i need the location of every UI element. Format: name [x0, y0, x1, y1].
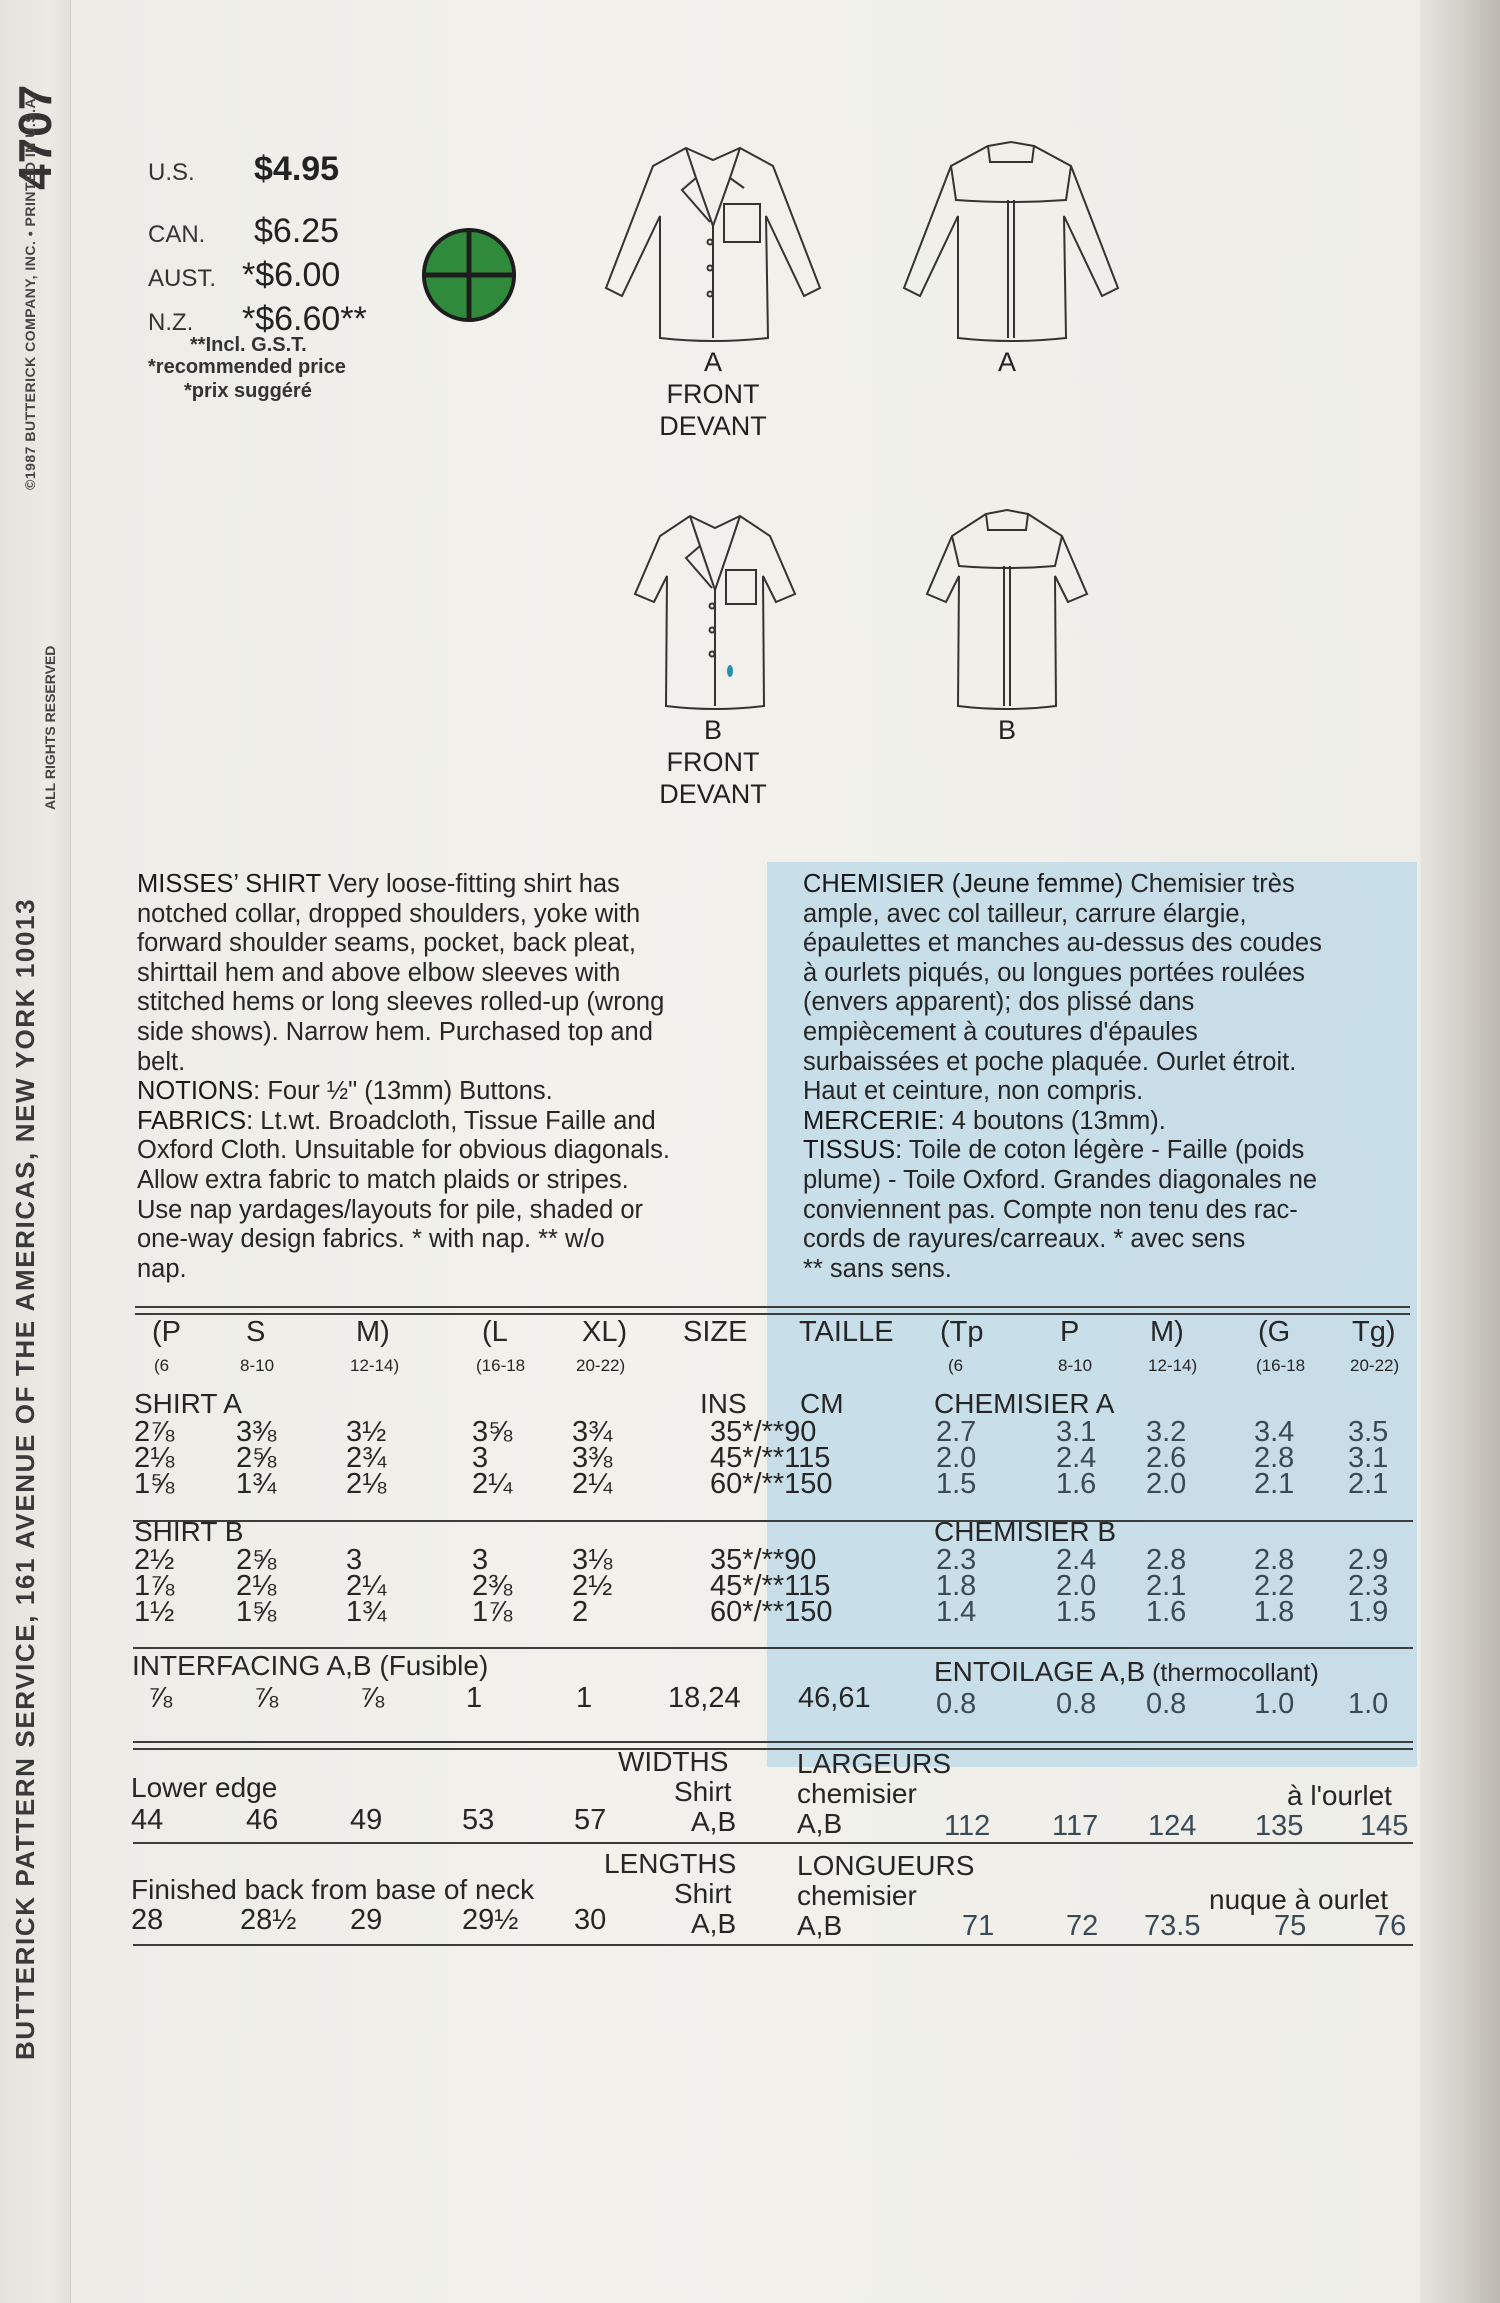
- description-text: Toile de coton légère - Faille (poids: [902, 1136, 1305, 1165]
- interfacing-width-in: 18,24: [668, 1682, 741, 1714]
- yardage-value: 2¼: [346, 1570, 387, 1602]
- description-heading: MERCERIE:: [803, 1106, 945, 1135]
- table-rule-interfacing-2: [133, 1748, 1413, 1750]
- size-range-fr: 20-22): [1350, 1356, 1400, 1375]
- view-label-a-front: [633, 346, 793, 442]
- description-text: épaulettes et manches au-dessus des coudes: [803, 929, 1322, 958]
- description-line: [137, 929, 747, 959]
- price-country: CAN.: [148, 221, 206, 248]
- view-letter: A: [997, 347, 1016, 377]
- interfacing-label-fr-main: ENTOILAGE A,B: [934, 1656, 1146, 1687]
- size-code-fr: M): [1150, 1316, 1184, 1348]
- section-label-en: SHIRT B: [134, 1516, 244, 1547]
- meter-value: 1.8: [1254, 1596, 1295, 1628]
- length-cm: 72: [1066, 1910, 1099, 1942]
- description-line: [803, 959, 1413, 989]
- description-text: cords de rayures/carreaux. * avec sens: [803, 1225, 1246, 1254]
- envelope-spine: [0, 0, 71, 2303]
- table-rule-a: [133, 1520, 1413, 1522]
- fabric-width: 35*/**90: [710, 1416, 817, 1448]
- section-label-fr: CHEMISIER B: [934, 1516, 1117, 1547]
- description-heading: TISSUS:: [803, 1136, 903, 1165]
- widths-label-en: Lower edge: [131, 1772, 278, 1803]
- meter-value: 2.2: [1254, 1570, 1295, 1602]
- widths-views-en: A,B: [691, 1806, 737, 1837]
- description-text: forward shoulder seams, pocket, back pleat,: [137, 929, 636, 958]
- interfacing-meters: 0.8: [1056, 1688, 1097, 1720]
- width-cm: 112: [944, 1810, 991, 1842]
- description-line: [803, 870, 1413, 900]
- meter-value: 3.2: [1146, 1416, 1187, 1448]
- publisher-address: BUTTERICK PATTERN SERVICE, 161 AVENUE OF THE AMERICAS, NEW YORK 10013: [10, 897, 40, 2060]
- meter-value: 1.4: [936, 1596, 977, 1628]
- shirt-a-back-sketch: [896, 138, 1126, 348]
- price-note-suggere: *prix suggéré: [184, 380, 312, 402]
- yardage-value: 3½: [346, 1416, 387, 1448]
- description-text: Oxford Cloth. Unsuitable for obvious diagonals.: [137, 1136, 670, 1165]
- size-range-fr: (6: [948, 1356, 964, 1375]
- description-text: Very loose-fitting shirt has: [320, 870, 620, 898]
- size-range-en: 8-10: [240, 1356, 275, 1375]
- yardage-value: 1¾: [236, 1468, 277, 1500]
- size-code-fr: (G: [1258, 1316, 1291, 1348]
- description-line: [803, 929, 1413, 959]
- copyright-text: ©1987 BUTTERICK COMPANY, INC. • PRINTED IN U.S.A.: [22, 93, 38, 490]
- longueurs-title: LONGUEURS: [797, 1850, 975, 1881]
- view-label-b-front: [633, 714, 793, 810]
- lengths-label-fr: nuque à ourlet: [1209, 1884, 1389, 1915]
- description-line: [137, 900, 747, 930]
- description-line: [137, 1136, 747, 1166]
- cm-header: CM: [800, 1388, 844, 1419]
- view-side: FRONT: [666, 379, 760, 409]
- lengths-garment-en: Shirt: [674, 1878, 732, 1909]
- description-text: notched collar, dropped shoulders, yoke with: [137, 899, 641, 928]
- width-inches: 49: [350, 1804, 383, 1836]
- meter-value: 2.3: [936, 1544, 977, 1576]
- view-letter: A: [703, 347, 722, 377]
- fabric-width: 45*/**115: [710, 1570, 831, 1602]
- view-side-fr: DEVANT: [659, 411, 767, 441]
- length-cm: 75: [1274, 1910, 1307, 1942]
- meter-value: 2.8: [1254, 1544, 1295, 1576]
- yardage-value: 2⅛: [346, 1468, 387, 1500]
- french-description: [803, 870, 1413, 1284]
- description-text: empiècement à coutures d'épaules: [803, 1017, 1198, 1046]
- size-range-en: 20-22): [576, 1356, 626, 1375]
- interfacing-yardage: ⅞: [148, 1682, 173, 1714]
- yardage-value: 2: [572, 1596, 589, 1628]
- interfacing-yardage: 1: [466, 1682, 483, 1714]
- taille-header: TAILLE: [799, 1316, 894, 1348]
- description-line: [137, 1107, 747, 1137]
- yardage-value: 2½: [134, 1544, 175, 1576]
- size-range-fr: 12-14): [1148, 1356, 1198, 1375]
- meter-value: 2.1: [1348, 1468, 1389, 1500]
- table-rule-top: [135, 1306, 1410, 1308]
- yardage-value: 2⅜: [472, 1570, 513, 1602]
- yardage-value: 1¾: [346, 1596, 387, 1628]
- description-line: [137, 1255, 747, 1285]
- price-country: U.S.: [148, 159, 195, 186]
- description-line: [137, 1077, 747, 1107]
- lengths-title: LENGTHS: [604, 1848, 737, 1879]
- interfacing-yardage: ⅞: [254, 1682, 279, 1714]
- size-header: SIZE: [683, 1316, 748, 1348]
- description-line: [137, 988, 747, 1018]
- rights-text: ALL RIGHTS RESERVED: [42, 645, 58, 810]
- meter-value: 3.1: [1348, 1442, 1389, 1474]
- size-range-en: (6: [154, 1356, 170, 1375]
- view-label-a-back: [927, 346, 1087, 378]
- view-side: FRONT: [666, 747, 760, 777]
- interfacing-meters: 1.0: [1254, 1688, 1295, 1720]
- meter-value: 2.0: [1146, 1468, 1187, 1500]
- length-cm: 76: [1374, 1910, 1407, 1942]
- meter-value: 2.4: [1056, 1544, 1097, 1576]
- yardage-value: 3: [346, 1544, 363, 1576]
- description-text: Haut et ceinture, non compris.: [803, 1077, 1144, 1106]
- meter-value: 1.5: [936, 1468, 977, 1500]
- description-line: [137, 870, 747, 900]
- widths-garment-fr: chemisier: [797, 1778, 917, 1809]
- yardage-value: 2¾: [346, 1442, 387, 1474]
- description-text: stitched hems or long sleeves rolled-up (wrong: [137, 988, 665, 1017]
- length-inches: 29½: [462, 1904, 519, 1936]
- description-line: [137, 959, 747, 989]
- table-rule-b: [133, 1647, 1413, 1649]
- meter-value: 2.0: [1056, 1570, 1097, 1602]
- yardage-value: 3⅜: [572, 1442, 613, 1474]
- description-heading: CHEMISIER (Jeune femme): [803, 870, 1124, 898]
- meter-value: 3.4: [1254, 1416, 1295, 1448]
- interfacing-yardage: ⅞: [360, 1682, 385, 1714]
- meter-value: 2.3: [1348, 1570, 1389, 1602]
- length-inches: 28½: [240, 1904, 297, 1936]
- table-rule-widths: [133, 1842, 1413, 1844]
- section-label-fr: CHEMISIER A: [934, 1388, 1115, 1419]
- description-line: [803, 1136, 1413, 1166]
- description-line: [803, 1255, 1413, 1285]
- description-text: Use nap yardages/layouts for pile, shaded or: [137, 1195, 644, 1224]
- ins-header: INS: [700, 1388, 747, 1419]
- meter-value: 1.6: [1056, 1468, 1097, 1500]
- description-text: 4 boutons (13mm).: [944, 1106, 1166, 1135]
- description-line: [803, 900, 1413, 930]
- yardage-value: 1⅞: [134, 1570, 175, 1602]
- lengths-garment-fr: chemisier: [797, 1880, 917, 1911]
- meter-value: 1.5: [1056, 1596, 1097, 1628]
- description-line: [803, 988, 1413, 1018]
- description-line: [803, 1225, 1413, 1255]
- length-inches: 30: [574, 1904, 607, 1936]
- description-line: [803, 1048, 1413, 1078]
- length-inches: 29: [350, 1904, 383, 1936]
- yardage-value: 2⅝: [236, 1442, 277, 1474]
- shirt-b-front-sketch: [630, 506, 800, 716]
- meter-value: 2.7: [936, 1416, 977, 1448]
- meter-value: 1.8: [936, 1570, 977, 1602]
- description-text: ample, avec col tailleur, carrure élargie,: [803, 899, 1247, 928]
- fabric-width: 60*/**150: [710, 1596, 833, 1628]
- description-heading: FABRICS:: [137, 1106, 254, 1135]
- yardage-value: 1⅝: [236, 1596, 277, 1628]
- yardage-value: 1½: [134, 1596, 175, 1628]
- page-edge: [1420, 0, 1500, 2303]
- description-line: [803, 1107, 1413, 1137]
- description-line: [137, 1196, 747, 1226]
- price-value: *$6.60**: [242, 300, 367, 338]
- size-code-fr: (Tp: [940, 1316, 984, 1348]
- description-line: [137, 1225, 747, 1255]
- table-rule-lengths: [133, 1944, 1413, 1946]
- description-text: nap.: [137, 1254, 187, 1283]
- width-cm: 124: [1148, 1810, 1197, 1842]
- price-country: AUST.: [148, 265, 217, 292]
- fabric-width: 35*/**90: [710, 1544, 817, 1576]
- meter-value: 2.4: [1056, 1442, 1097, 1474]
- description-line: [803, 1018, 1413, 1048]
- yardage-value: 3⅜: [236, 1416, 277, 1448]
- size-code-en: XL): [582, 1316, 628, 1348]
- description-text: shirttail hem and above elbow sleeves with: [137, 958, 621, 987]
- description-text: Four ½" (13mm) Buttons.: [260, 1077, 553, 1106]
- description-line: [137, 1166, 747, 1196]
- interfacing-meters: 1.0: [1348, 1688, 1389, 1720]
- description-text: (envers apparent); dos plissé dans: [803, 988, 1195, 1017]
- width-cm: 117: [1052, 1810, 1099, 1842]
- yardage-value: 1⅝: [134, 1468, 175, 1500]
- size-range-fr: (16-18: [1256, 1356, 1306, 1375]
- width-inches: 46: [246, 1804, 279, 1836]
- yardage-value: 1⅞: [472, 1596, 513, 1628]
- description-line: [803, 1077, 1413, 1107]
- price-us: [148, 150, 339, 189]
- width-inches: 57: [574, 1804, 607, 1836]
- table-rule-interfacing: [133, 1741, 1413, 1743]
- yardage-value: 3: [472, 1442, 489, 1474]
- description-text: conviennent pas. Compte non tenu des rac-: [803, 1195, 1298, 1224]
- widths-title: WIDTHS: [618, 1746, 729, 1777]
- description-heading: MISSES’ SHIRT: [137, 870, 321, 898]
- description-text: plume) - Toile Oxford. Grandes diagonales ne: [803, 1165, 1318, 1194]
- meter-value: 2.0: [936, 1442, 977, 1474]
- description-text: à ourlets piqués, ou longues portées roulées: [803, 958, 1305, 987]
- widths-views-fr: A,B: [797, 1808, 843, 1839]
- description-text: Allow extra fabric to match plaids or stripes.: [137, 1165, 629, 1194]
- meter-value: 2.8: [1254, 1442, 1295, 1474]
- description-text: surbaissées et poche plaquée. Ourlet étroit.: [803, 1047, 1297, 1076]
- meter-value: 2.8: [1146, 1544, 1187, 1576]
- interfacing-meters: 0.8: [1146, 1688, 1187, 1720]
- description-text: belt.: [137, 1047, 186, 1076]
- price-note-recommended: *recommended price: [148, 356, 346, 378]
- yardage-value: 2⅞: [134, 1416, 175, 1448]
- crosshair-circle-icon: [420, 226, 518, 324]
- interfacing-yardage: 1: [576, 1682, 593, 1714]
- size-code-en: M): [356, 1316, 390, 1348]
- yardage-value: 3⅝: [472, 1416, 513, 1448]
- shirt-a-front-sketch: [598, 138, 828, 348]
- size-code-en: (P: [152, 1316, 181, 1348]
- interfacing-label-fr: [934, 1656, 1319, 1688]
- yardage-value: 2¼: [572, 1468, 613, 1500]
- interfacing-label-fr-note: (thermocollant): [1145, 1659, 1319, 1687]
- description-heading: NOTIONS:: [137, 1077, 261, 1106]
- fabric-width: 60*/**150: [710, 1468, 833, 1500]
- yardage-value: 2⅛: [236, 1570, 277, 1602]
- yardage-value: 3¾: [572, 1416, 613, 1448]
- yardage-value: 2⅝: [236, 1544, 277, 1576]
- price-value: $4.95: [254, 150, 340, 188]
- description-line: [137, 1018, 747, 1048]
- width-inches: 44: [131, 1804, 164, 1836]
- meter-value: 3.1: [1056, 1416, 1097, 1448]
- pattern-number: 4707: [9, 83, 61, 190]
- size-range-en: (16-18: [476, 1356, 526, 1375]
- price-value: *$6.00: [242, 256, 341, 294]
- description-line: [137, 1048, 747, 1078]
- fabric-width: 45*/**115: [710, 1442, 831, 1474]
- meter-value: 2.1: [1254, 1468, 1295, 1500]
- yardage-value: 2½: [572, 1570, 613, 1602]
- english-description: [137, 870, 747, 1284]
- description-line: [803, 1166, 1413, 1196]
- yardage-value: 2⅛: [134, 1442, 175, 1474]
- width-cm: 145: [1360, 1810, 1409, 1842]
- length-inches: 28: [131, 1904, 164, 1936]
- yardage-value: 3: [472, 1544, 489, 1576]
- width-cm: 135: [1255, 1810, 1304, 1842]
- view-side-fr: DEVANT: [659, 779, 767, 809]
- lengths-label-en: Finished back from base of neck: [131, 1874, 535, 1905]
- widths-garment-en: Shirt: [674, 1776, 732, 1807]
- meter-value: 2.1: [1146, 1570, 1187, 1602]
- price-note-gst: **Incl. G.S.T.: [190, 334, 307, 356]
- meter-value: 1.6: [1146, 1596, 1187, 1628]
- description-text: side shows). Narrow hem. Purchased top and: [137, 1017, 653, 1046]
- meter-value: 1.9: [1348, 1596, 1389, 1628]
- widths-label-fr: à l'ourlet: [1287, 1780, 1392, 1811]
- description-text: one-way design fabrics. * with nap. ** w/o: [137, 1225, 605, 1254]
- view-letter: B: [997, 715, 1016, 745]
- shirt-b-back-sketch: [922, 506, 1092, 716]
- interfacing-label-en: INTERFACING A,B (Fusible): [132, 1650, 489, 1681]
- description-text: Chemisier très: [1123, 870, 1295, 898]
- price-value: $6.25: [254, 212, 340, 250]
- size-range-fr: 8-10: [1058, 1356, 1093, 1375]
- length-cm: 73.5: [1144, 1910, 1201, 1942]
- size-code-fr: Tg): [1352, 1316, 1396, 1348]
- description-text: Lt.wt. Broadcloth, Tissue Faille and: [253, 1106, 656, 1135]
- price-country: N.Z.: [148, 309, 194, 336]
- yardage-value: 3⅛: [572, 1544, 613, 1576]
- section-label-en: SHIRT A: [134, 1388, 242, 1419]
- length-cm: 71: [962, 1910, 995, 1942]
- size-range-en: 12-14): [350, 1356, 400, 1375]
- meter-value: 2.6: [1146, 1442, 1187, 1474]
- description-line: [803, 1196, 1413, 1226]
- price-aust: [148, 256, 340, 295]
- price-can: [148, 212, 339, 251]
- view-label-b-back: [927, 714, 1087, 746]
- interfacing-meters: 0.8: [936, 1688, 977, 1720]
- meter-value: 2.9: [1348, 1544, 1389, 1576]
- view-letter: B: [703, 715, 722, 745]
- interfacing-width-cm: 46,61: [798, 1682, 871, 1714]
- meter-value: 3.5: [1348, 1416, 1389, 1448]
- size-code-en: (L: [482, 1316, 508, 1348]
- largeurs-title: LARGEURS: [797, 1748, 952, 1779]
- width-inches: 53: [462, 1804, 495, 1836]
- lengths-views-fr: A,B: [797, 1910, 843, 1941]
- yardage-value: 2¼: [472, 1468, 513, 1500]
- size-code-en: S: [246, 1316, 266, 1348]
- lengths-views-en: A,B: [691, 1908, 737, 1939]
- size-code-fr: P: [1060, 1316, 1080, 1348]
- description-text: ** sans sens.: [803, 1254, 952, 1283]
- table-rule-top-2: [135, 1313, 1410, 1315]
